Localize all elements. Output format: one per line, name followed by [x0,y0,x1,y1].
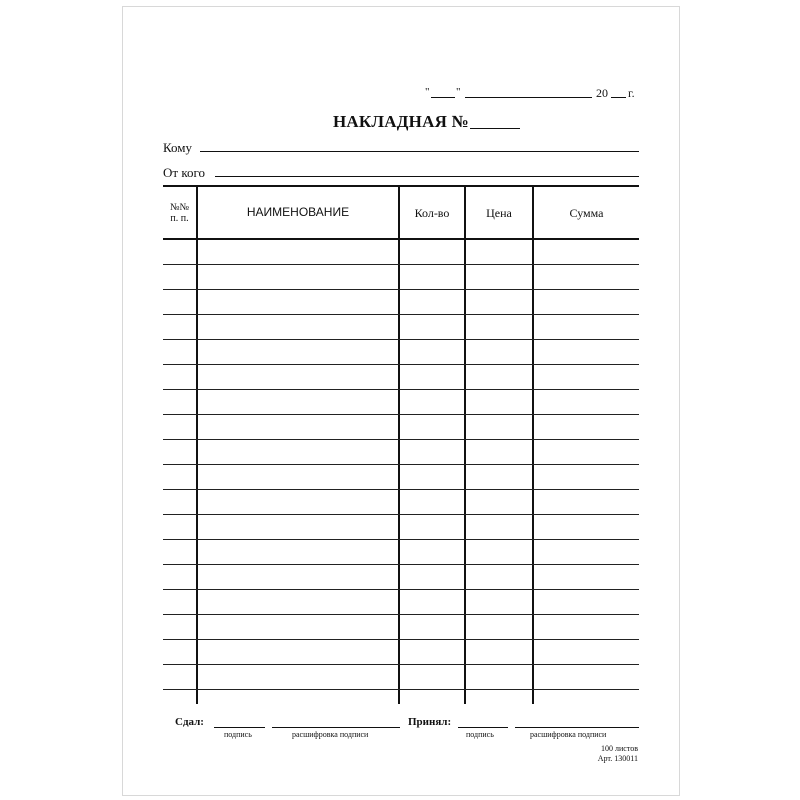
from-label: От кого [163,165,205,180]
handed-signature-caption: подпись [224,730,252,739]
table-row[interactable] [163,614,639,615]
table-row[interactable] [163,664,639,665]
date-open-quote: " [425,86,430,98]
table-row[interactable] [163,439,639,440]
table-row[interactable] [163,264,639,265]
date-day-field[interactable] [431,97,455,98]
handed-label: Сдал: [175,716,204,728]
table-row[interactable] [163,589,639,590]
column-header-number [163,202,196,224]
date-year-suffix: г. [628,86,635,100]
table-row[interactable] [163,489,639,490]
from-field[interactable] [215,176,639,177]
handed-signature-field[interactable] [214,727,265,728]
handed-decoding-field[interactable] [272,727,400,728]
table-row[interactable] [163,639,639,640]
table-row[interactable] [163,414,639,415]
column-header-quantity: Кол-во [414,206,450,220]
table-row[interactable] [163,364,639,365]
table-header-border [163,238,639,240]
invoice-number-field[interactable] [470,128,520,129]
table-row[interactable] [163,564,639,565]
sheet-count: 100 листов [601,744,638,753]
received-decoding-caption: расшифровка подписи [530,730,607,739]
page-title: НАКЛАДНАЯ № [333,112,469,131]
table-row[interactable] [163,389,639,390]
received-signature-caption: подпись [466,730,494,739]
column-header-name: НАИМЕНОВАНИЕ [246,205,350,219]
date-year-field[interactable] [611,97,626,98]
date-month-field[interactable] [465,97,592,98]
to-label: Кому [163,140,193,155]
table-top-border [163,185,639,187]
handed-decoding-caption: расшифровка подписи [292,730,369,739]
column-header-number-line2: п. п. [170,213,189,224]
column-header-number-line1: №№ [169,202,190,213]
table-row[interactable] [163,539,639,540]
column-header-sum: Сумма [569,206,604,220]
date-close-quote: " [456,86,461,98]
table-row[interactable] [163,464,639,465]
table-row[interactable] [163,514,639,515]
article-number: Арт. 130011 [597,754,638,763]
table-row[interactable] [163,689,639,690]
received-signature-field[interactable] [458,727,508,728]
received-decoding-field[interactable] [515,727,639,728]
received-label: Принял: [408,716,452,728]
to-field[interactable] [200,151,639,152]
column-header-price: Цена [486,206,512,220]
table-row[interactable] [163,339,639,340]
table-row[interactable] [163,314,639,315]
date-year-prefix: 20 [596,86,608,100]
table-row[interactable] [163,289,639,290]
